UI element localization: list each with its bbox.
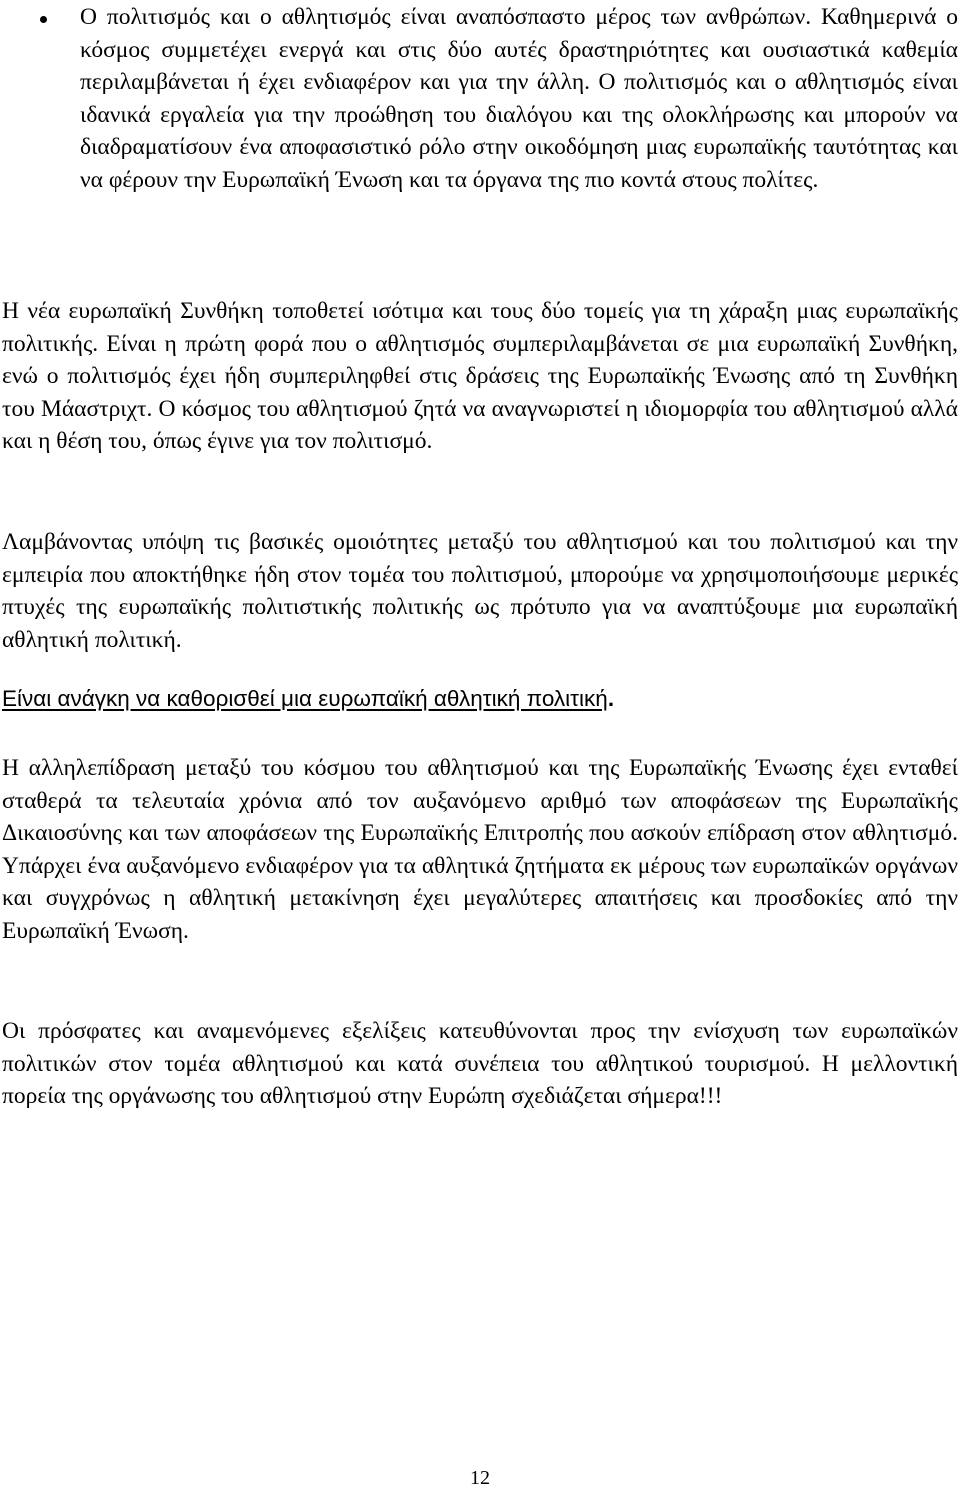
section-heading-text: Είναι ανάγκη να καθορισθεί μια ευρωπαϊκή αθλητική πολιτική [2,686,608,711]
section-heading [2,683,958,715]
bullet-paragraph: Ο πολιτισμός και ο αθλητισμός είναι αναπόσπαστο μέρος των ανθρώπων. Καθημερινά ο κόσμος συμμετέχει ενεργά και στις δύο αυτές δραστηριότητες και ουσιαστικά καθεμία περιλαμβάνεται ή έχει ενδιαφέρον και για την άλλη. Ο πολιτισμός και ο αθλητισμός είναι ιδανικά εργαλεία για την προώθηση του διαλόγου και της ολοκλήρωσης και μπορούν να διαδραματίσουν ένα αποφασιστικό ρόλο στην οικοδόμηση μιας ευρωπαϊκής ταυτότητας και να φέρουν την Ευρωπαϊκή Ένωση και τα όργανα της πιο κοντά στους πολίτες. [80,4,958,193]
page-number: 12 [470,1467,490,1489]
paragraph-interaction: Η αλληλεπίδραση μεταξύ του κόσμου του αθλητισμού και της Ευρωπαϊκής Ένωσης έχει ενταθεί σταθερά τα τελευταία χρόνια από τον αυξανόμενο αριθμό των αποφάσεων της Ευρωπαϊκής Δικαιοσύνης και των αποφάσεων της Ευρωπαϊκής Επιτροπής που ασκούν επίδραση στον αθλητισμό. Υπάρχει ένα αυξανόμενο ενδιαφέρον για τα αθλητικά ζητήματα εκ μέρους των ευρωπαϊκών οργάνων και συγχρόνως η αθλητική μετακίνηση έχει μεγαλύτερες απαιτήσεις και προσδοκίες από την Ευρωπαϊκή Ένωση. [2,755,958,944]
paragraph-similarities: Λαμβάνοντας υπόψη τις βασικές ομοιότητες μεταξύ του αθλητισμού και του πολιτισμού και την εμπειρία που αποκτήθηκε ήδη στον τομέα του πολιτισμού, μπορούμε να χρησιμοποιήσουμε μερικές πτυχές της ευρωπαϊκής πολιτιστικής πολιτικής ως πρότυπο για να αναπτύξουμε μια ευρωπαϊκή αθλητική πολιτική. [2,529,958,653]
section-heading-period: . [607,686,615,711]
bullet-dot-icon [40,16,47,23]
paragraph-treaty: Η νέα ευρωπαϊκή Συνθήκη τοποθετεί ισότιμα και τους δύο τομείς για τη χάραξη μιας ευρωπαϊκής πολιτικής. Είναι η πρώτη φορά που ο αθλητισμός συμπεριλαμβάνεται σε μια ευρωπαϊκή Συνθήκη, ενώ ο πολιτισμός έχει ήδη συμπεριληφθεί στις δράσεις της Ευρωπαϊκής Ένωσης από τη Συνθήκη του Μάαστριχτ. Ο κόσμος του αθλητισμού ζητά να αναγνωριστεί η ιδιομορφία του αθλητισμού αλλά και η θέση του, όπως έγινε για τον πολιτισμό. [2,298,958,455]
paragraph-developments: Οι πρόσφατες και αναμενόμενες εξελίξεις κατευθύνονται προς την ενίσχυση των ευρωπαϊκών πολιτικών στον τομέα αθλητισμού και κατά συνέπεια του αθλητικού τουρισμού. Η μελλοντική πορεία της οργάνωσης του αθλητισμού στην Ευρώπη σχεδιάζεται σήμερα!!! [2,1018,958,1110]
